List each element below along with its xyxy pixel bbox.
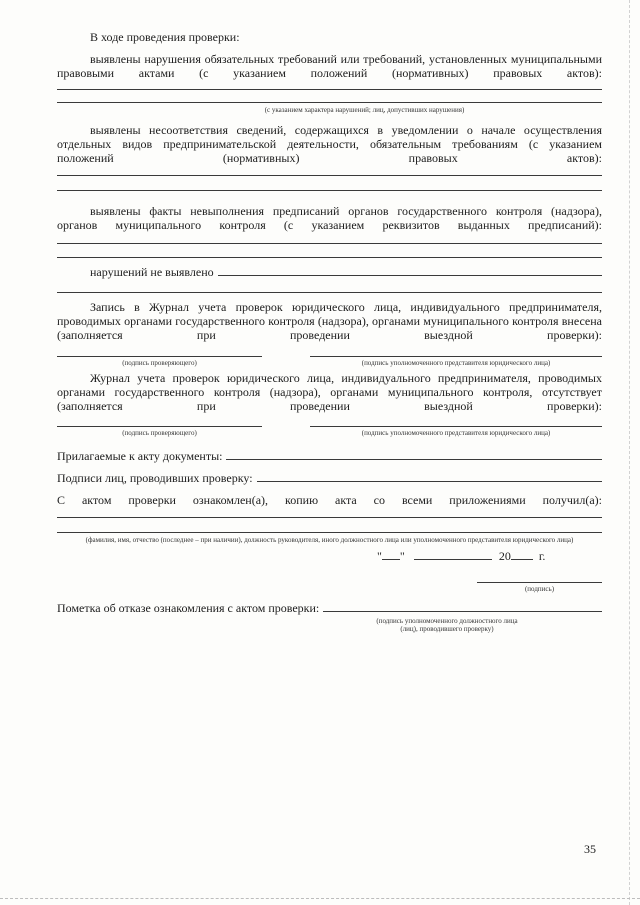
no-violations-row [57,265,602,279]
inspector-signature-block [57,356,262,367]
representative-signature-caption-2: (подпись уполномоченного представителя юридического лица) [361,429,551,437]
inspectors-signatures-line [257,481,602,482]
scan-edge-right [629,0,630,905]
violations-text: выявлены нарушения обязательных требований или требований, установленных муниципальными правовыми актами (с указанием положений (нормативных) правовых актов): [57,52,602,80]
date-row [57,549,602,563]
representative-signature-line-2 [310,426,602,427]
acquainted-line-2 [57,532,602,533]
refusal-row [57,601,602,615]
violations-line-1 [57,89,602,90]
date-quote-close: " [399,549,405,563]
section-header: В ходе проведения проверки: [90,30,240,44]
no-violations-text: нарушений не выявлено [90,265,214,279]
acquainted-line-1 [57,517,602,518]
journal-absent-text: Журнал учета проверок юридического лица, индивидуального предпринимателя, проводимых органами государственного контроля (надзора), органами муниципального контроля, отсутствует (заполняется при проведении выездной проверки): [57,371,602,413]
date-year-prefix: 20 [498,549,511,563]
violations-caption: (с указанием характера нарушений; лиц, допустивших нарушения) [264,106,465,114]
mismatch-line-1 [57,175,602,176]
non-fulfillment-text: выявлены факты невыполнения предписаний органов государственного контроля (надзора), органов муниципального контроля (с указанием реквизитов выданных предписаний): [57,204,602,232]
non-fulfillment-line-1 [57,243,602,244]
date-month-field [414,559,492,560]
document-body [57,30,602,633]
date-day-field [382,559,400,560]
journal-entry-signatures [57,356,602,367]
refusal-caption: (подпись уполномоченного должностного лица (лиц), проводившего проверку) [376,617,518,633]
representative-signature-block [310,356,602,367]
representative-signature-caption: (подпись уполномоченного представителя юридического лица) [361,359,551,367]
attached-docs-row [57,449,602,463]
page-number: 35 [584,842,596,856]
sign-block [477,582,602,593]
mismatch-line-2 [57,190,602,191]
sign-line [477,582,602,583]
date-year-field [511,559,533,560]
date-quote-open: " [377,549,382,563]
inspector-signature-caption: (подпись проверяющего) [122,359,197,367]
scan-edge-bottom [0,898,640,899]
attached-docs-label: Прилагаемые к акту документы: [57,449,223,463]
journal-absent-signatures [57,426,602,437]
inspector-signature-line-2 [57,426,262,427]
refusal-label: Пометка об отказе ознакомления с актом проверки: [57,601,320,615]
inspector-signature-line [57,356,262,357]
representative-signature-block-2 [310,426,602,437]
acquainted-text: С актом проверки ознакомлен(а), копию акта со всеми приложениями получил(а): [57,493,602,507]
acquainted-caption: (фамилия, имя, отчество (последнее – при наличии), должность руководителя, иного должностного лица или уполномоченного представителя юридического лица) [85,536,574,544]
no-violations-line-2 [57,292,602,293]
mismatch-text: выявлены несоответствия сведений, содержащихся в уведомлении о начале осуществления отдельных видов предпринимательской деятельности, обязательным требованиям (с указанием положений (нормативных) правовых актов): [57,123,602,165]
date-year-suffix: г. [538,549,546,563]
sign-caption: (подпись) [524,585,555,593]
representative-signature-line [310,356,602,357]
non-fulfillment-line-2 [57,257,602,258]
inspectors-signatures-label: Подписи лиц, проводивших проверку: [57,471,253,485]
violations-line-2 [57,102,602,103]
refusal-line [323,611,602,612]
inspector-signature-caption-2: (подпись проверяющего) [122,429,197,437]
inspectors-signatures-row [57,471,602,485]
journal-entry-text: Запись в Журнал учета проверок юридического лица, индивидуального предпринимателя, проводимых органами государственного контроля (надзора), органами муниципального контроля внесена (заполняется при проведении выездной проверки): [57,300,602,342]
no-violations-line [218,275,602,276]
attached-docs-line [226,459,602,460]
inspector-signature-block-2 [57,426,262,437]
